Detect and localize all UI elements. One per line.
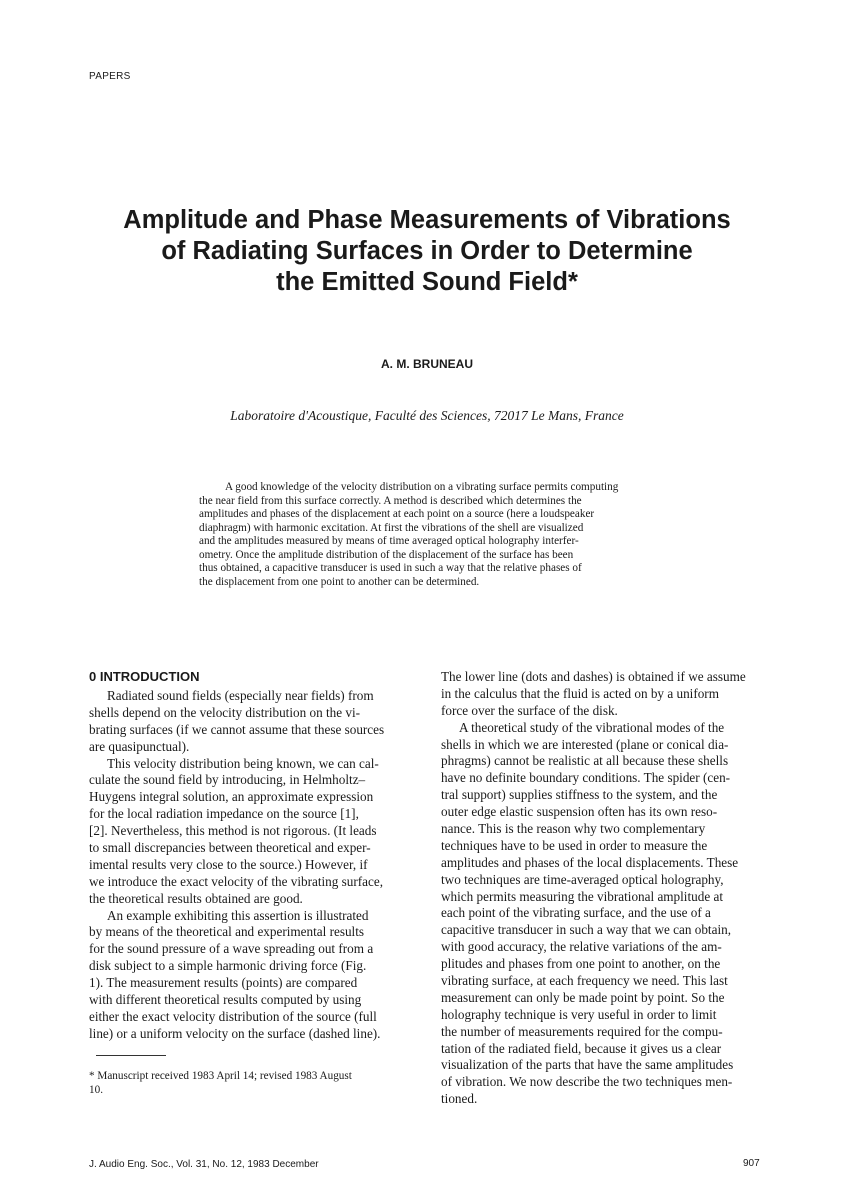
body-line: 1). The measurement results (points) are compared <box>89 975 358 991</box>
body-line: have no definite boundary conditions. The spider (cen- <box>441 770 731 786</box>
body-line: with different theoretical results computed by using <box>89 992 362 1008</box>
body-line: [2]. Nevertheless, this method is not rigorous. (It leads <box>89 823 377 839</box>
body-line: visualization of the parts that have the same amplitudes <box>441 1057 734 1073</box>
abstract-line: thus obtained, a capacitive transducer is used in such a way that the relative phases of <box>199 562 582 574</box>
body-line: An example exhibiting this assertion is illustrated <box>107 907 369 923</box>
body-line: This velocity distribution being known, we can cal- <box>107 755 379 771</box>
right-column <box>441 669 768 1108</box>
abstract-line: and the amplitudes measured by means of time averaged optical holography interfer- <box>199 535 579 547</box>
section-heading: 0 INTRODUCTION <box>89 669 200 684</box>
body-line: disk subject to a simple harmonic driving force (Fig. <box>89 958 367 974</box>
body-line: the number of measurements required for the compu- <box>441 1023 723 1039</box>
abstract-line: the displacement from one point to another can be determined. <box>199 575 480 588</box>
body-line: tral support) supplies stiffness to the system, and the <box>441 787 718 803</box>
abstract-line: diaphragm) with harmonic excitation. At first the vibrations of the shell are visualized <box>199 521 584 534</box>
body-line: to small discrepancies between theoretical and exper- <box>89 840 371 856</box>
body-line: The lower line (dots and dashes) is obtained if we assume <box>441 669 746 684</box>
left-column <box>89 669 420 1043</box>
body-line: we introduce the exact velocity of the vibrating surface, <box>89 873 384 889</box>
paper-title <box>100 205 754 298</box>
body-line: Radiated sound fields (especially near fields) from <box>107 688 374 703</box>
title-line: the Emitted Sound Field* <box>276 268 578 296</box>
body-line: which permits measuring the vibrational amplitude at <box>441 888 723 904</box>
abstract-line: amplitudes and phases of the displacement at each point on a source (here a loudspeaker <box>199 508 595 520</box>
body-line: outer edge elastic suspension often has its own reso- <box>441 804 718 820</box>
body-line: phragms) cannot be realistic at all because these shells <box>441 753 729 769</box>
body-line: Huygens integral solution, an approximate expression <box>89 789 374 805</box>
footnote-line: * Manuscript received 1983 April 14; revised 1983 August <box>89 1070 352 1082</box>
body-line: each point of the vibrating surface, and the use of a <box>441 905 711 921</box>
abstract-line: A good knowledge of the velocity distribution on a vibrating surface permits computing <box>225 481 619 493</box>
page-number: 907 <box>743 1158 760 1169</box>
body-line: line) or a uniform velocity on the surface (dashed line). <box>89 1025 381 1041</box>
footnote <box>89 1069 420 1097</box>
abstract-line: the near field from this surface correctly. A method is described which determines the <box>199 494 582 507</box>
body-line: nance. This is the reason why two complementary <box>441 821 706 837</box>
abstract <box>199 481 661 589</box>
body-line: tation of the radiated field, because it gives us a clear <box>441 1040 722 1056</box>
body-line: are quasipunctual). <box>89 738 190 754</box>
body-line: shells depend on the velocity distribution on the vi- <box>89 704 361 720</box>
body-line: amplitudes and phases of the local displacements. These <box>441 854 739 870</box>
body-line: for the local radiation impedance on the source [1], <box>89 806 359 822</box>
body-line: shells in which we are interested (plane or conical dia- <box>441 736 729 752</box>
running-head: PAPERS <box>89 71 131 82</box>
author-name: A. M. BRUNEAU <box>381 357 473 371</box>
body-line: plitudes and phases from one point to another, on the <box>441 956 721 972</box>
body-line: culate the sound field by introducing, in Helmholtz– <box>89 772 366 788</box>
body-line: imental results very close to the source.) However, if <box>89 856 368 872</box>
body-line: measurement can only be made point by point. So the <box>441 989 725 1005</box>
title-line: of Radiating Surfaces in Order to Determine <box>161 237 693 265</box>
body-line: by means of the theoretical and experimental results <box>89 924 365 940</box>
title-line: Amplitude and Phase Measurements of Vibrations <box>123 206 731 234</box>
body-line: either the exact velocity distribution of the source (full <box>89 1008 377 1024</box>
body-line: two techniques are time-averaged optical holography, <box>441 871 724 887</box>
body-line: A theoretical study of the vibrational modes of the <box>459 719 725 735</box>
footnote-line: 10. <box>89 1084 103 1096</box>
body-line: for the sound pressure of a wave spreading out from a <box>89 941 374 957</box>
body-line: vibrating surface, at each frequency we need. This last <box>441 973 728 989</box>
author-affiliation: Laboratoire d'Acoustique, Faculté des Sciences, 72017 Le Mans, France <box>230 408 624 423</box>
body-line: in the calculus that the fluid is acted on by a uniform <box>441 685 719 701</box>
body-line: brating surfaces (if we cannot assume that these sources <box>89 721 385 737</box>
body-line: capacitive transducer in such a way that we can obtain, <box>441 922 732 938</box>
abstract-line: ometry. Once the amplitude distribution of the displacement of the surface has been <box>199 548 574 561</box>
body-line: force over the surface of the disk. <box>441 702 618 718</box>
body-line: the theoretical results obtained are good. <box>89 890 303 906</box>
body-line: with good accuracy, the relative variations of the am- <box>441 939 722 955</box>
footnote-rule <box>96 1055 166 1056</box>
body-line: holography technique is very useful in order to limit <box>441 1006 717 1022</box>
body-line: tioned. <box>441 1091 478 1107</box>
body-line: of vibration. We now describe the two techniques men- <box>441 1074 733 1090</box>
journal-footer: J. Audio Eng. Soc., Vol. 31, No. 12, 1983 December <box>89 1159 319 1170</box>
body-line: techniques have to be used in order to measure the <box>441 837 708 853</box>
